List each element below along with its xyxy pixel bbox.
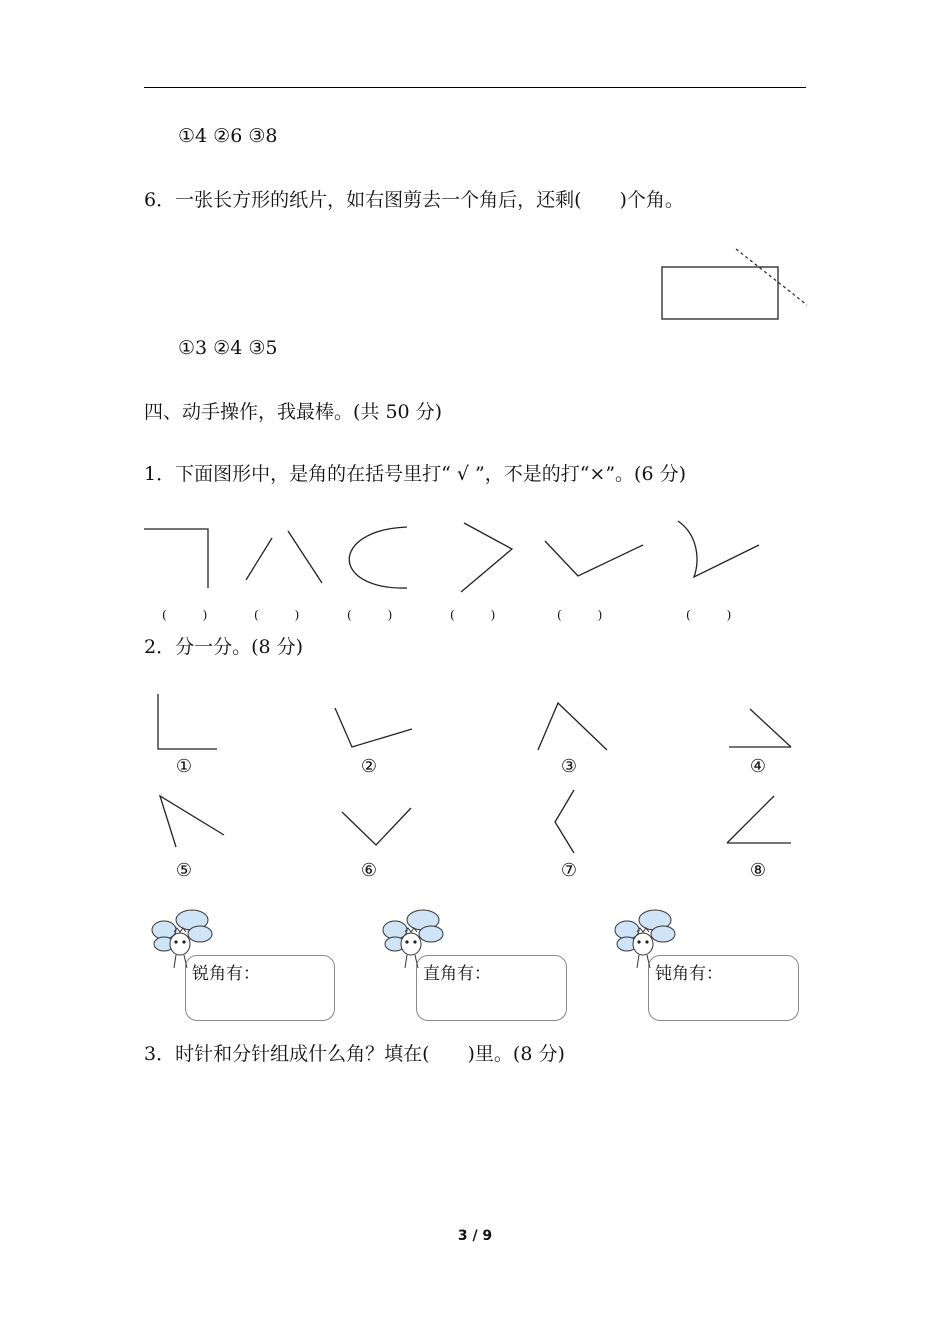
q5-options: ①4 ②6 ③8: [178, 125, 278, 147]
q1-answer-paren-6[interactable]: ( ): [686, 608, 732, 622]
s4-q2-question: 2．分一分。(8 分): [144, 636, 304, 658]
q2-angle-2: [335, 708, 412, 747]
q1-answer-paren-4[interactable]: ( ): [450, 608, 496, 622]
section4-title: 四、动手操作，我最棒。(共 50 分): [144, 401, 443, 423]
q2-label-1: ①: [175, 756, 193, 777]
q2-angle-3: [538, 703, 607, 750]
s4-q3-question: 3．时针和分针组成什么角？填在( )里。(8 分): [144, 1043, 565, 1065]
q1-answer-paren-3[interactable]: ( ): [347, 608, 393, 622]
q2-angle-7: [555, 790, 574, 853]
q2-angle-5: [160, 796, 224, 847]
acute-box-label: 锐角有：: [192, 964, 260, 984]
q2-angle-6: [342, 808, 411, 845]
q2-label-7: ⑦: [560, 860, 578, 881]
q6-question: 6．一张长方形的纸片，如右图剪去一个角后，还剩( )个角。: [144, 189, 684, 211]
q2-label-4: ④: [749, 756, 767, 777]
q2-label-5: ⑤: [175, 860, 193, 881]
bee-mascot-icon: [381, 908, 451, 970]
q6-options: ①3 ②4 ③5: [178, 337, 278, 359]
s4-q1-question: 1．下面图形中，是角的在括号里打“ √ ”，不是的打“×”。(6 分): [144, 463, 687, 485]
bee-mascot-icon: [150, 908, 220, 970]
q2-label-8: ⑧: [749, 860, 767, 881]
page-number: 3 / 9: [457, 1228, 493, 1244]
right-box-label: 直角有：: [423, 964, 491, 984]
q2-label-6: ⑥: [360, 860, 378, 881]
q2-label-2: ②: [360, 756, 378, 777]
q1-answer-paren-5[interactable]: ( ): [557, 608, 603, 622]
q1-answer-paren-2[interactable]: ( ): [254, 608, 300, 622]
q2-angle-1: [158, 694, 217, 749]
q2-angle-8b: [727, 796, 774, 843]
q1-answer-paren-1[interactable]: ( ): [162, 608, 208, 622]
q2-angle-4b: [750, 709, 791, 747]
bee-mascot-icon: [613, 908, 683, 970]
q2-label-3: ③: [560, 756, 578, 777]
obtuse-box-label: 钝角有：: [655, 964, 723, 984]
